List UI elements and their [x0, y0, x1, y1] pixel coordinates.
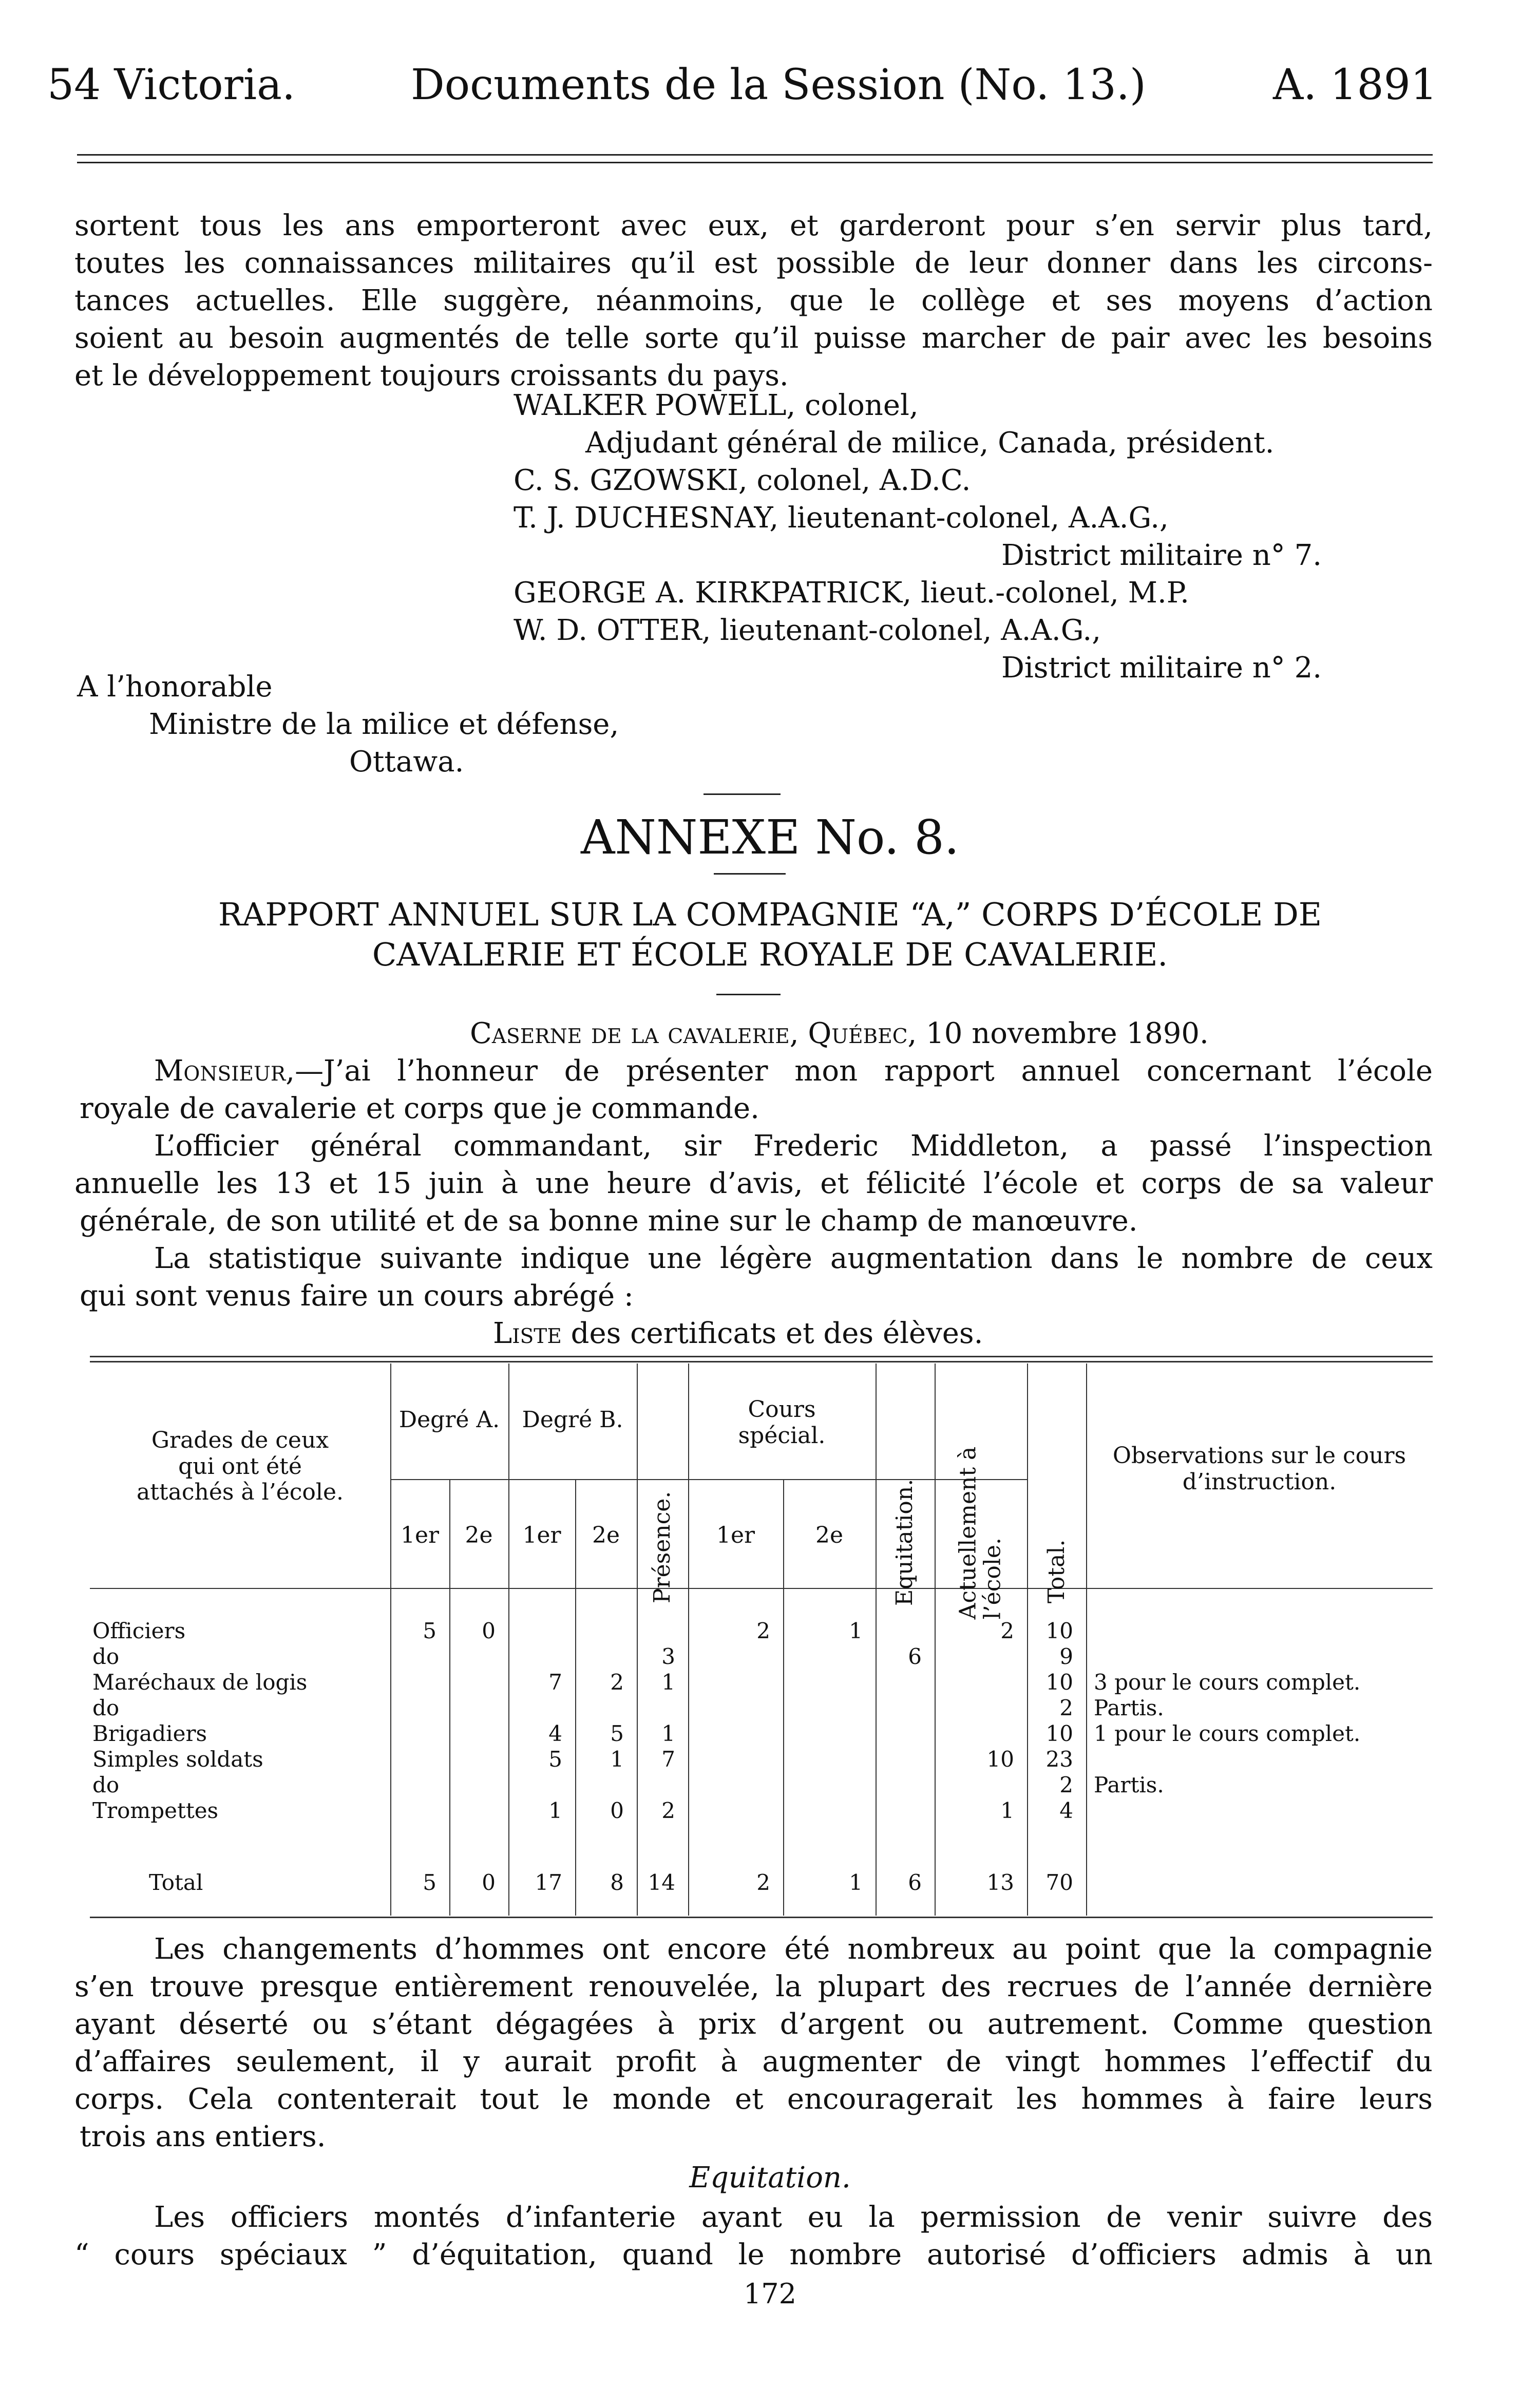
table-total-pres: 14: [648, 1870, 675, 1895]
table-cell-b1: 4: [548, 1721, 562, 1746]
intro-line: et le développement toujours croissants du pays.: [74, 359, 789, 392]
header-volume: 54 Victoria.: [47, 61, 296, 109]
header-first: 1er: [400, 1522, 440, 1548]
header-first: 1er: [522, 1522, 561, 1548]
header-text: attachés à l’école.: [137, 1479, 344, 1506]
table-rule: [390, 1479, 1027, 1480]
closing-line: s’en trouve presque entièrement renouvelée, la plupart des recrues de l’année dernière: [74, 1970, 1433, 2003]
table-col-line: [876, 1364, 877, 1916]
table-col-line: [508, 1364, 509, 1916]
signature-line: T. J. DUCHESNAY, lieutenant-colonel, A.A.G.,: [514, 501, 1169, 535]
header-text: qui ont été: [178, 1453, 302, 1480]
header-year: A. 1891: [1272, 61, 1437, 109]
table-row-grade: do: [92, 1695, 120, 1720]
table-cell-b2: 1: [610, 1747, 624, 1772]
table-total-act: 13: [986, 1870, 1014, 1895]
addressee-line: Ottawa.: [349, 745, 464, 779]
table-rule: [90, 1361, 1433, 1362]
header-text: Actuellement à: [955, 1446, 981, 1620]
report-title-line: CAVALERIE ET ÉCOLE ROYALE DE CAVALERIE.: [372, 936, 1168, 973]
table-total-b2: 8: [610, 1870, 624, 1895]
signature-line: C. S. GZOWSKI, colonel, A.D.C.: [514, 464, 971, 497]
report-title-line: RAPPORT ANNUEL SUR LA COMPAGNIE “A,” CORPS D’ÉCOLE DE: [218, 896, 1322, 933]
table-cell-act: 2: [1000, 1618, 1014, 1643]
table-cell-total: 2: [1059, 1772, 1073, 1797]
header-presence: Présence.: [649, 1491, 675, 1603]
header-text: spécial.: [738, 1422, 826, 1449]
letter-line: La statistique suivante indique une légère augmentation dans le nombre de ceux: [154, 1242, 1433, 1275]
table-cell-equ: 6: [908, 1644, 922, 1669]
table-col-line: [935, 1364, 936, 1916]
table-cell-pres: 2: [661, 1798, 675, 1823]
table-cell-a2: 0: [482, 1618, 496, 1643]
closing-line: Les changements d’hommes ont encore été nombreux au point que la compagnie: [154, 1933, 1433, 1966]
table-total-a1: 5: [423, 1870, 436, 1895]
table-row-grade: do: [92, 1772, 120, 1797]
table-row-observation: 3 pour le cours complet.: [1094, 1670, 1361, 1695]
header-rule-bottom: [77, 162, 1433, 163]
title-rule: [716, 994, 781, 995]
table-cell-act: 10: [986, 1747, 1014, 1772]
header-text: Cours: [748, 1396, 816, 1423]
dateline-place: Caserne de la cavalerie, Québec,: [470, 1017, 917, 1050]
intro-line: toutes les connaissances militaires qu’il est possible de leur donner dans les circons-: [74, 247, 1433, 280]
table-col-line: [637, 1364, 638, 1916]
table-cell-total: 23: [1045, 1747, 1073, 1772]
intro-line: tances actuelles. Elle suggère, néanmoins, que le collège et ses moyens d’action: [74, 284, 1433, 317]
section-heading: Equitation.: [689, 2161, 851, 2194]
table-row-observation: Partis.: [1094, 1772, 1164, 1797]
letter-line: [154, 1054, 1433, 1088]
table-cell-total: 2: [1059, 1695, 1073, 1720]
header-text: l’école.: [980, 1538, 1006, 1620]
annexe-title: ANNEXE No. 8.: [580, 810, 960, 865]
header-total: Total.: [1043, 1539, 1070, 1603]
table-row-grade: Simples soldats: [92, 1747, 263, 1772]
table-cell-b1: 7: [548, 1670, 562, 1695]
addressee-line: A l’honorable: [77, 670, 273, 704]
closing-line: d’affaires seulement, il y aurait profit à augmenter de vingt hommes l’effectif du: [74, 2045, 1433, 2078]
table-rule: [90, 1356, 1433, 1357]
addressee-line: Ministre de la milice et défense,: [149, 708, 619, 741]
header-degre-a: Degré A.: [398, 1407, 500, 1433]
header-title: Documents de la Session (No. 13.): [411, 61, 1146, 109]
table-rule: [90, 1588, 1433, 1589]
table-row-grade: Trompettes: [92, 1798, 219, 1823]
header-rule-top: [77, 154, 1433, 156]
table-total-c1: 2: [756, 1870, 770, 1895]
table-row-grade: Brigadiers: [92, 1721, 207, 1746]
table-row-grade: do: [92, 1644, 120, 1669]
header-degre-b: Degré B.: [522, 1407, 623, 1433]
dateline-date: 10 novembre 1890.: [926, 1017, 1209, 1050]
signature-line: WALKER POWELL, colonel,: [514, 389, 919, 422]
list-caption: [493, 1319, 983, 1348]
table-cell-total: 4: [1059, 1798, 1073, 1823]
table-row-grade: Maréchaux de logis: [92, 1670, 308, 1695]
header-second: 2e: [592, 1522, 620, 1548]
header-observations: [1086, 1443, 1433, 1495]
final-line: Les officiers montés d’infanterie ayant eu la permission de venir suivre des: [154, 2201, 1433, 2234]
closing-line: ayant déserté ou s’étant dégagées à prix d’argent ou autrement. Comme question: [74, 2008, 1433, 2041]
table-row-observation: 1 pour le cours complet.: [1094, 1721, 1361, 1746]
table-row-observation: Partis.: [1094, 1695, 1164, 1720]
signature-line: District militaire n° 7.: [1001, 539, 1322, 572]
table-cell-b2: 0: [610, 1798, 624, 1823]
table-total-b1: 17: [535, 1870, 562, 1895]
table-rule: [90, 1917, 1433, 1918]
table-cell-pres: 1: [661, 1670, 675, 1695]
table-cell-c1: 2: [756, 1618, 770, 1643]
list-caption-rest: des certificats et des élèves.: [571, 1317, 983, 1350]
signature-line: W. D. OTTER, lieutenant-colonel, A.A.G.,: [514, 614, 1101, 647]
table-total-total: 70: [1045, 1870, 1073, 1895]
table-cell-b2: 2: [610, 1670, 624, 1695]
table-row-grade: Officiers: [92, 1618, 186, 1643]
intro-line: sortent tous les ans emporteront avec eux, et garderont pour s’en servir plus tard,: [74, 209, 1433, 242]
table-cell-c2: 1: [849, 1618, 863, 1643]
header-text: d’instruction.: [1182, 1468, 1337, 1495]
header-second: 2e: [815, 1522, 844, 1548]
dateline: [470, 1019, 1209, 1048]
intro-line: soient au besoin augmentés de telle sorte qu’il puisse marcher de pair avec les besoins: [74, 321, 1433, 355]
closing-line: trois ans entiers.: [80, 2120, 326, 2153]
letter-line: qui sont venus faire un cours abrégé :: [80, 1279, 634, 1313]
header-cours-special: [688, 1397, 876, 1449]
signature-line: Adjudant général de milice, Canada, président.: [585, 426, 1275, 460]
letter-line: générale, de son utilité et de sa bonne mine sur le champ de manœuvre.: [80, 1204, 1138, 1238]
page-number: 172: [743, 2278, 797, 2310]
letter-line: L’officier général commandant, sir Frederic Middleton, a passé l’inspection: [154, 1129, 1433, 1163]
header-grades: [90, 1428, 390, 1506]
closing-line: corps. Cela contenterait tout le monde et encouragerait les hommes à faire leurs: [74, 2082, 1433, 2116]
final-line: “ cours spéciaux ” d’équitation, quand le nombre autorisé d’officiers admis à un: [74, 2238, 1433, 2271]
header-text: Grades de ceux: [151, 1427, 329, 1453]
table-cell-pres: 1: [661, 1721, 675, 1746]
table-cell-pres: 3: [661, 1644, 675, 1669]
table-cell-a1: 5: [423, 1618, 436, 1643]
signature-line: GEORGE A. KIRKPATRICK, lieut.-colonel, M.P.: [514, 576, 1189, 610]
table-cell-act: 1: [1000, 1798, 1014, 1823]
header-equitation: Equitation.: [891, 1479, 918, 1606]
table-cell-pres: 7: [661, 1747, 675, 1772]
table-total-c2: 1: [849, 1870, 863, 1895]
salutation: Monsieur,: [154, 1054, 295, 1088]
table-total-equ: 6: [908, 1870, 922, 1895]
table-cell-total: 10: [1045, 1670, 1073, 1695]
table-total-a2: 0: [482, 1870, 496, 1895]
list-caption-first: Liste: [493, 1317, 562, 1350]
letter-line: royale de cavalerie et corps que je commande.: [80, 1092, 759, 1125]
header-text: Observations sur le cours: [1112, 1443, 1406, 1469]
letter-text: —J’ai l’honneur de présenter mon rapport annuel concernant l’école: [295, 1054, 1433, 1088]
table-cell-b1: 1: [548, 1798, 562, 1823]
table-cell-total: 9: [1059, 1644, 1073, 1669]
letter-line: annuelle les 13 et 15 juin à une heure d’avis, et félicité l’école et corps de sa valeur: [74, 1167, 1433, 1200]
header-actuellement: [956, 1362, 1006, 1619]
table-cell-total: 10: [1045, 1618, 1073, 1643]
table-cell-total: 10: [1045, 1721, 1073, 1746]
header-first: 1er: [716, 1522, 755, 1548]
header-second: 2e: [465, 1522, 493, 1548]
table-cell-b2: 5: [610, 1721, 624, 1746]
title-rule: [714, 873, 786, 875]
table-total-label: Total: [149, 1870, 203, 1895]
signature-line: District militaire n° 2.: [1001, 651, 1322, 685]
title-rule: [704, 793, 781, 795]
table-cell-b1: 5: [548, 1747, 562, 1772]
